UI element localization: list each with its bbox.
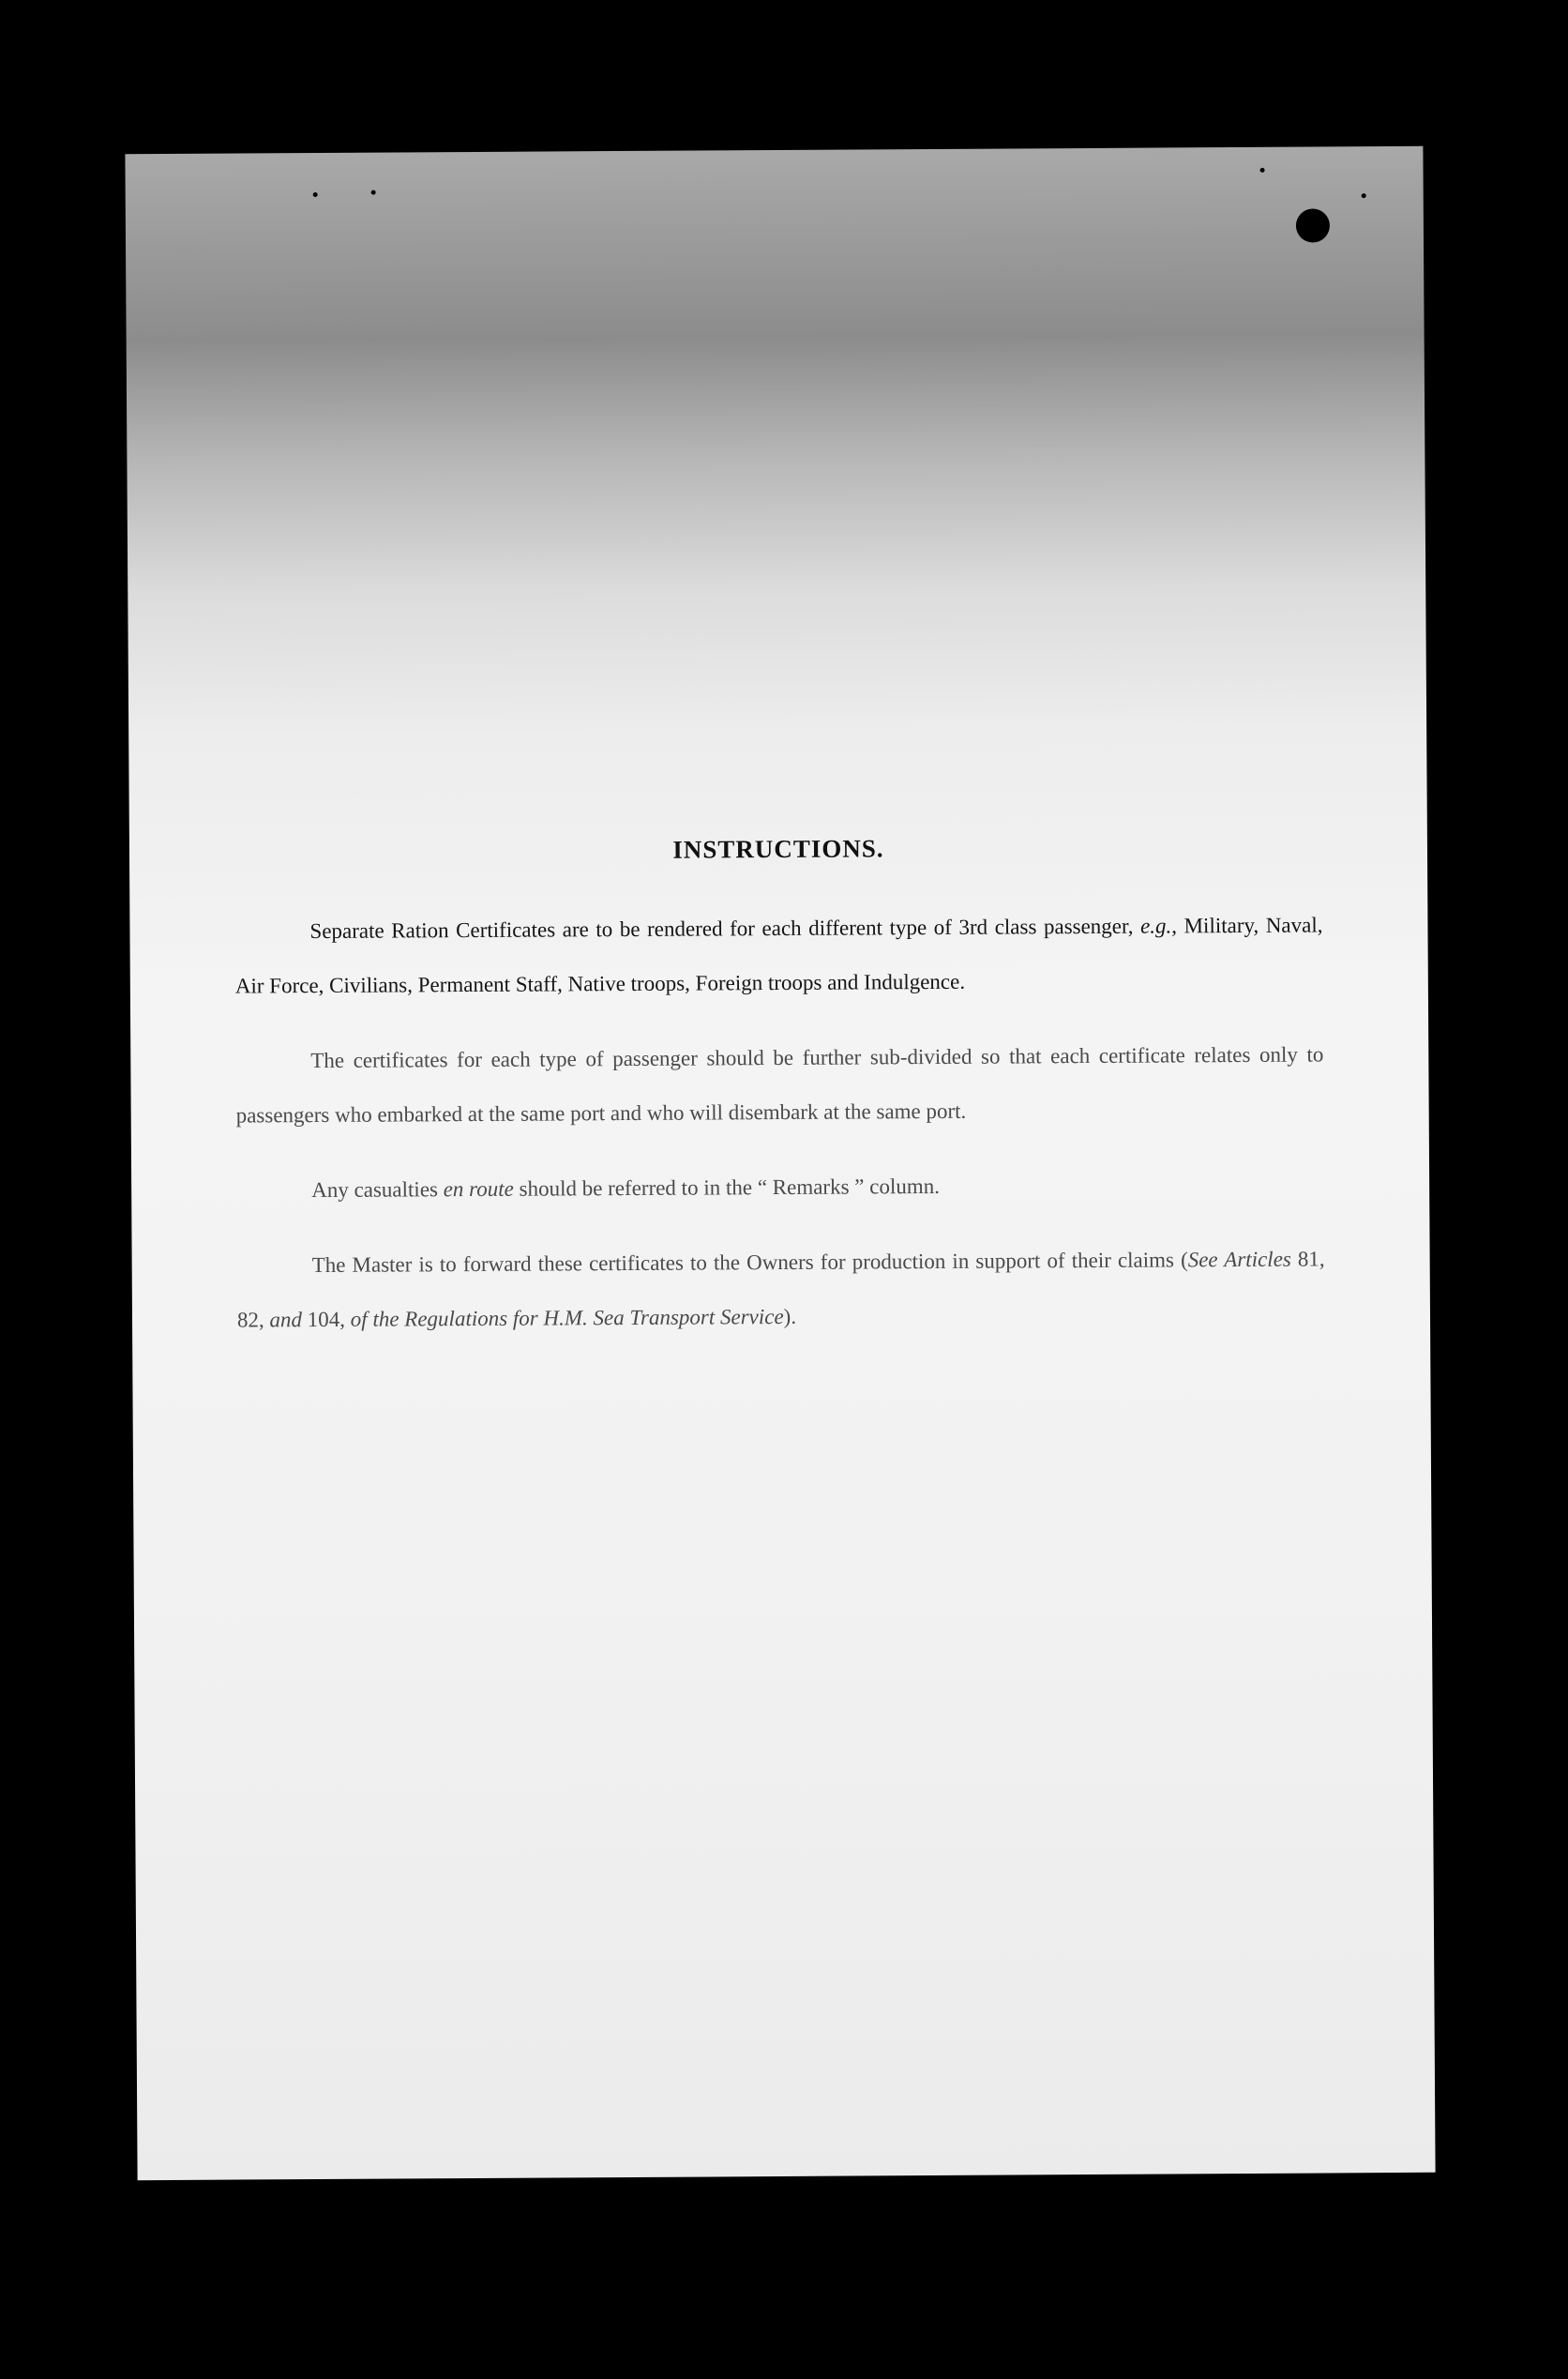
paragraph-italic: and xyxy=(269,1308,303,1332)
paragraph-text: 104, xyxy=(301,1307,351,1332)
paragraph-italic: e.g. xyxy=(1139,914,1172,938)
paragraph-text: Any casualties xyxy=(311,1177,444,1203)
paragraph-italic: See Articles xyxy=(1187,1247,1291,1272)
document-page xyxy=(125,146,1435,2180)
paragraph-casualties xyxy=(236,1157,1324,1218)
instructions-section xyxy=(234,831,1325,1368)
paragraph-text: , Military, Naval, Air Force, Civilians, Permanent Staff, Native troops, Foreign troops and Indulgence. xyxy=(234,913,1323,998)
document-title: INSTRUCTIONS. xyxy=(672,834,884,864)
speck-mark xyxy=(313,192,318,197)
paragraph-italic: en route xyxy=(443,1176,514,1202)
paragraph-text: ). xyxy=(783,1304,797,1328)
paragraph-ration-certificates xyxy=(234,898,1323,1013)
speck-mark xyxy=(371,190,376,195)
paragraph-text: should be referred to in the “ Remarks ” column. xyxy=(513,1174,941,1201)
punch-hole xyxy=(1296,208,1330,242)
paragraph-text: Separate Ration Certificates are to be rendered for each different type of 3rd class passenger, xyxy=(309,914,1141,944)
speck-mark xyxy=(1362,193,1366,198)
paragraph-sub-divided xyxy=(235,1027,1324,1143)
paragraph-text: The Master is to forward these certificates to the Owners for production in support of their claims ( xyxy=(311,1248,1188,1278)
paragraph-italic: of the Regulations for H.M. Sea Transport Service xyxy=(350,1304,784,1331)
paragraph-text: The certificates for each type of passenger should be further sub-divided so that each certificate relates only to passengers who embarked at the same port and who will disembark at the same port. xyxy=(235,1042,1324,1128)
paragraph-text: 81, 82, xyxy=(236,1247,1325,1332)
speck-mark xyxy=(1260,168,1265,173)
paragraph-master-forward xyxy=(236,1232,1325,1347)
